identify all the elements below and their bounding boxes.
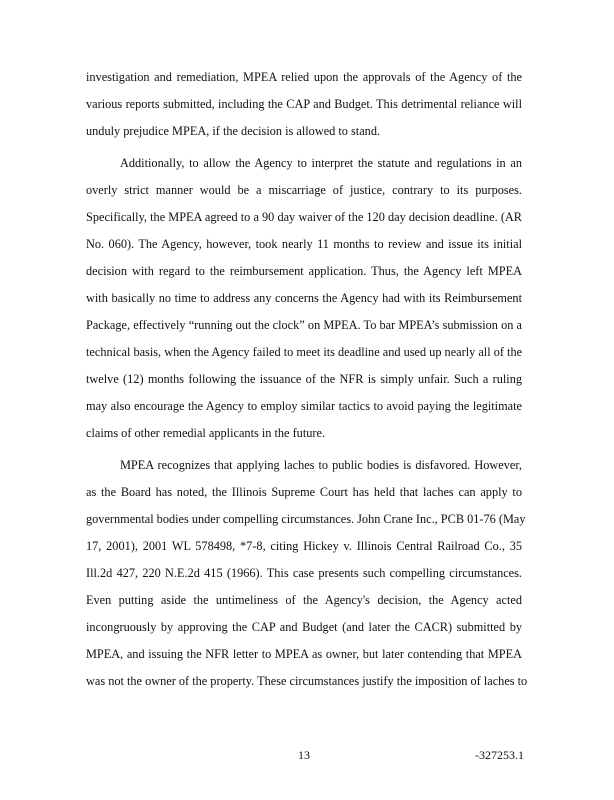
page-number: 13 — [298, 748, 310, 762]
text-line: incongruously by approving the CAP and Budget (and later the CACR) submitted by — [86, 620, 522, 634]
text-line: unduly prejudice MPEA, if the decision is allowed to stand. — [86, 124, 381, 138]
text-line: decision with regard to the reimbursement application. Thus, the Agency left MPEA — [86, 264, 522, 278]
text-line: claims of other remedial applicants in the future. — [86, 426, 326, 440]
text-line: technical basis, when the Agency failed to meet its deadline and used up nearly all of the — [86, 345, 523, 359]
text-line: may also encourage the Agency to employ similar tactics to avoid paying the legitimate — [86, 399, 522, 413]
text-line: Ill.2d 427, 220 N.E.2d 415 (1966). This case presents such compelling circumstances. — [86, 566, 522, 580]
text-line: as the Board has noted, the Illinois Supreme Court has held that laches can apply to — [86, 485, 522, 499]
text-line: Specifically, the MPEA agreed to a 90 day waiver of the 120 day decision deadline. (AR — [86, 210, 522, 224]
text-line: twelve (12) months following the issuance of the NFR is simply unfair. Such a ruling — [86, 372, 522, 386]
text-line: overly strict manner would be a miscarriage of justice, contrary to its purposes. — [86, 183, 522, 197]
text-line: various reports submitted, including the CAP and Budget. This detrimental reliance will — [86, 97, 522, 111]
text-line: Additionally, to allow the Agency to interpret the statute and regulations in an — [120, 156, 522, 170]
text-line: MPEA recognizes that applying laches to public bodies is disfavored. However, — [120, 458, 522, 472]
text-line: Even putting aside the untimeliness of the Agency's decision, the Agency acted — [86, 593, 522, 607]
text-line: No. 060). The Agency, however, took nearly 11 months to review and issue its initial — [86, 237, 522, 251]
text-line: Package, effectively “running out the clock” on MPEA. To bar MPEA’s submission on a — [86, 318, 522, 332]
document-id: -327253.1 — [475, 748, 524, 762]
text-line: MPEA, and issuing the NFR letter to MPEA as owner, but later contending that MPEA — [86, 647, 522, 661]
text-line: investigation and remediation, MPEA relied upon the approvals of the Agency of the — [86, 70, 522, 84]
text-line: governmental bodies under compelling circumstances. John Crane Inc., PCB 01-76 (May — [86, 512, 526, 526]
text-line: was not the owner of the property. These circumstances justify the imposition of laches to — [86, 674, 528, 688]
text-line: with basically no time to address any concerns the Agency had with its Reimbursement — [86, 291, 522, 305]
text-line: 17, 2001), 2001 WL 578498, *7-8, citing Hickey v. Illinois Central Railroad Co., 35 — [86, 539, 522, 553]
